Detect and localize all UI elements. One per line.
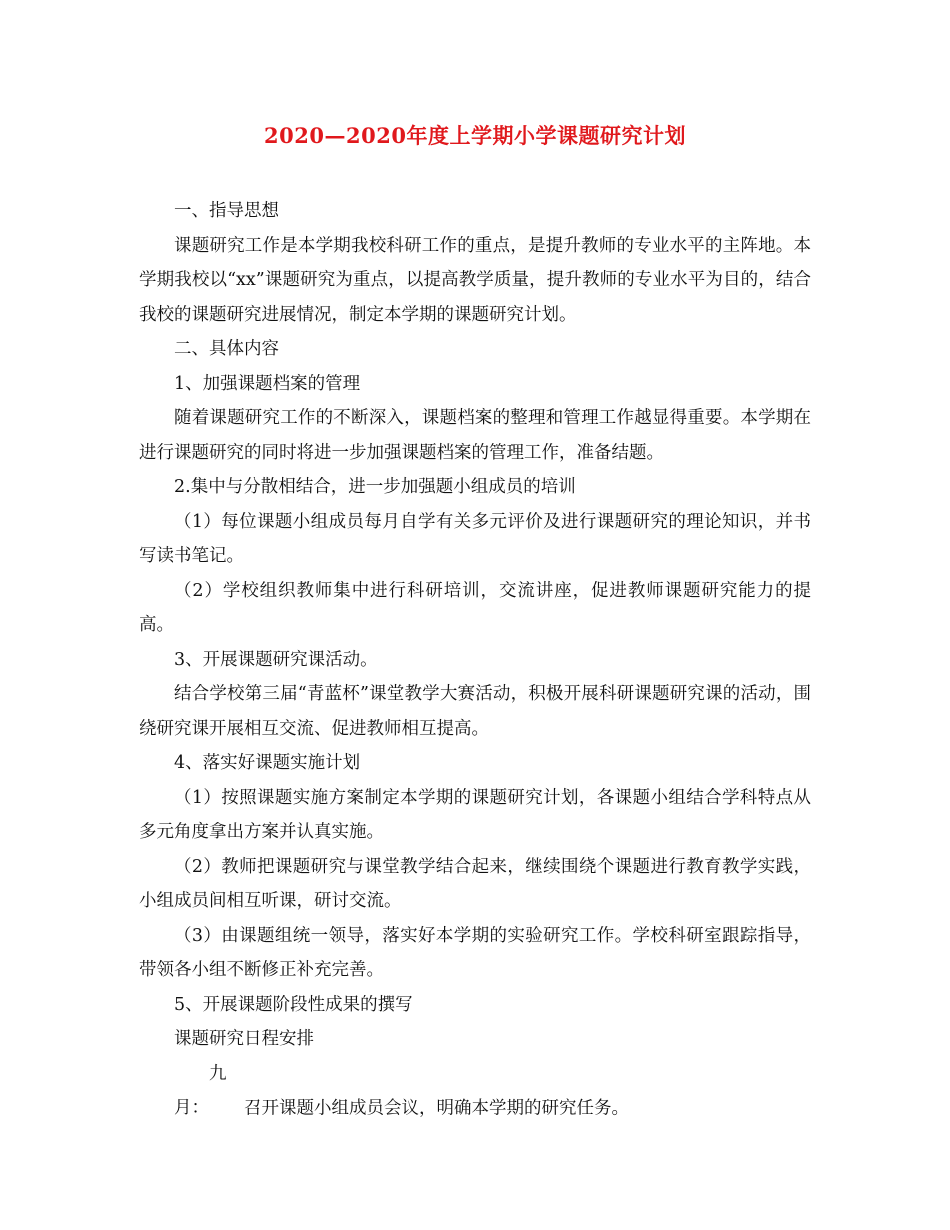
- document-body: [139, 194, 811, 1126]
- schedule-month-text: 召开课题小组成员会议，明确本学期的研究任务。: [244, 1098, 629, 1118]
- paragraph-implementation-2: （2）教师把课题研究与课堂教学结合起来，继续围绕个课题进行教育教学实践，小组成员间相互听课，研讨交流。: [139, 856, 811, 911]
- subheading-research-class: 3、开展课题研究课活动。: [174, 649, 378, 670]
- subheading-implementation: 4、落实好课题实施计划: [174, 753, 361, 773]
- schedule-item-september: [139, 1057, 811, 1126]
- subheading-training: 2.集中与分散相结合，进一步加强题小组成员的培训: [174, 477, 576, 497]
- paragraph-training-2: （2）学校组织教师集中进行科研培训，交流讲座，促进教师课题研究能力的提高。: [139, 580, 811, 635]
- heading-specific-content: 二、具体内容: [174, 339, 279, 359]
- schedule-month-label: 九月：: [174, 1063, 227, 1118]
- paragraph-implementation-3: （3）由课题组统一领导，落实好本学期的实验研究工作。学校科研室跟踪指导，带领各小组不断修正补充完善。: [139, 925, 811, 980]
- paragraph-research-class: 结合学校第三届“青蓝杯”课堂教学大赛活动，积极开展科研课题研究课的活动，围绕研究课开展相互交流、促进教师相互提高。: [139, 684, 811, 739]
- heading-guiding-ideology: 一、指导思想: [174, 201, 279, 221]
- paragraph-archive-management: 随着课题研究工作的不断深入，课题档案的整理和管理工作越显得重要。本学期在进行课题研究的同时将进一步加强课题档案的管理工作，准备结题。: [139, 408, 811, 463]
- paragraph-guiding-ideology: 课题研究工作是本学期我校科研工作的重点，是提升教师的专业水平的主阵地。本学期我校以“xx”课题研究为重点，以提高教学质量，提升教师的专业水平为目的，结合我校的课题研究进展情况，制定本学期的课题研究计划。: [139, 235, 811, 325]
- paragraph-implementation-1: （1）按照课题实施方案制定本学期的课题研究计划，各课题小组结合学科特点从多元角度拿出方案并认真实施。: [139, 787, 811, 842]
- document-title: 2020—2020年度上学期小学课题研究计划: [264, 123, 686, 148]
- subheading-schedule: 课题研究日程安排: [174, 1029, 314, 1049]
- subheading-stage-results: 5、开展课题阶段性成果的撰写: [174, 994, 413, 1015]
- subheading-archive-management: 1、加强课题档案的管理: [174, 373, 361, 394]
- paragraph-training-1: （1）每位课题小组成员每月自学有关多元评价及进行课题研究的理论知识，并书写读书笔记。: [139, 511, 811, 566]
